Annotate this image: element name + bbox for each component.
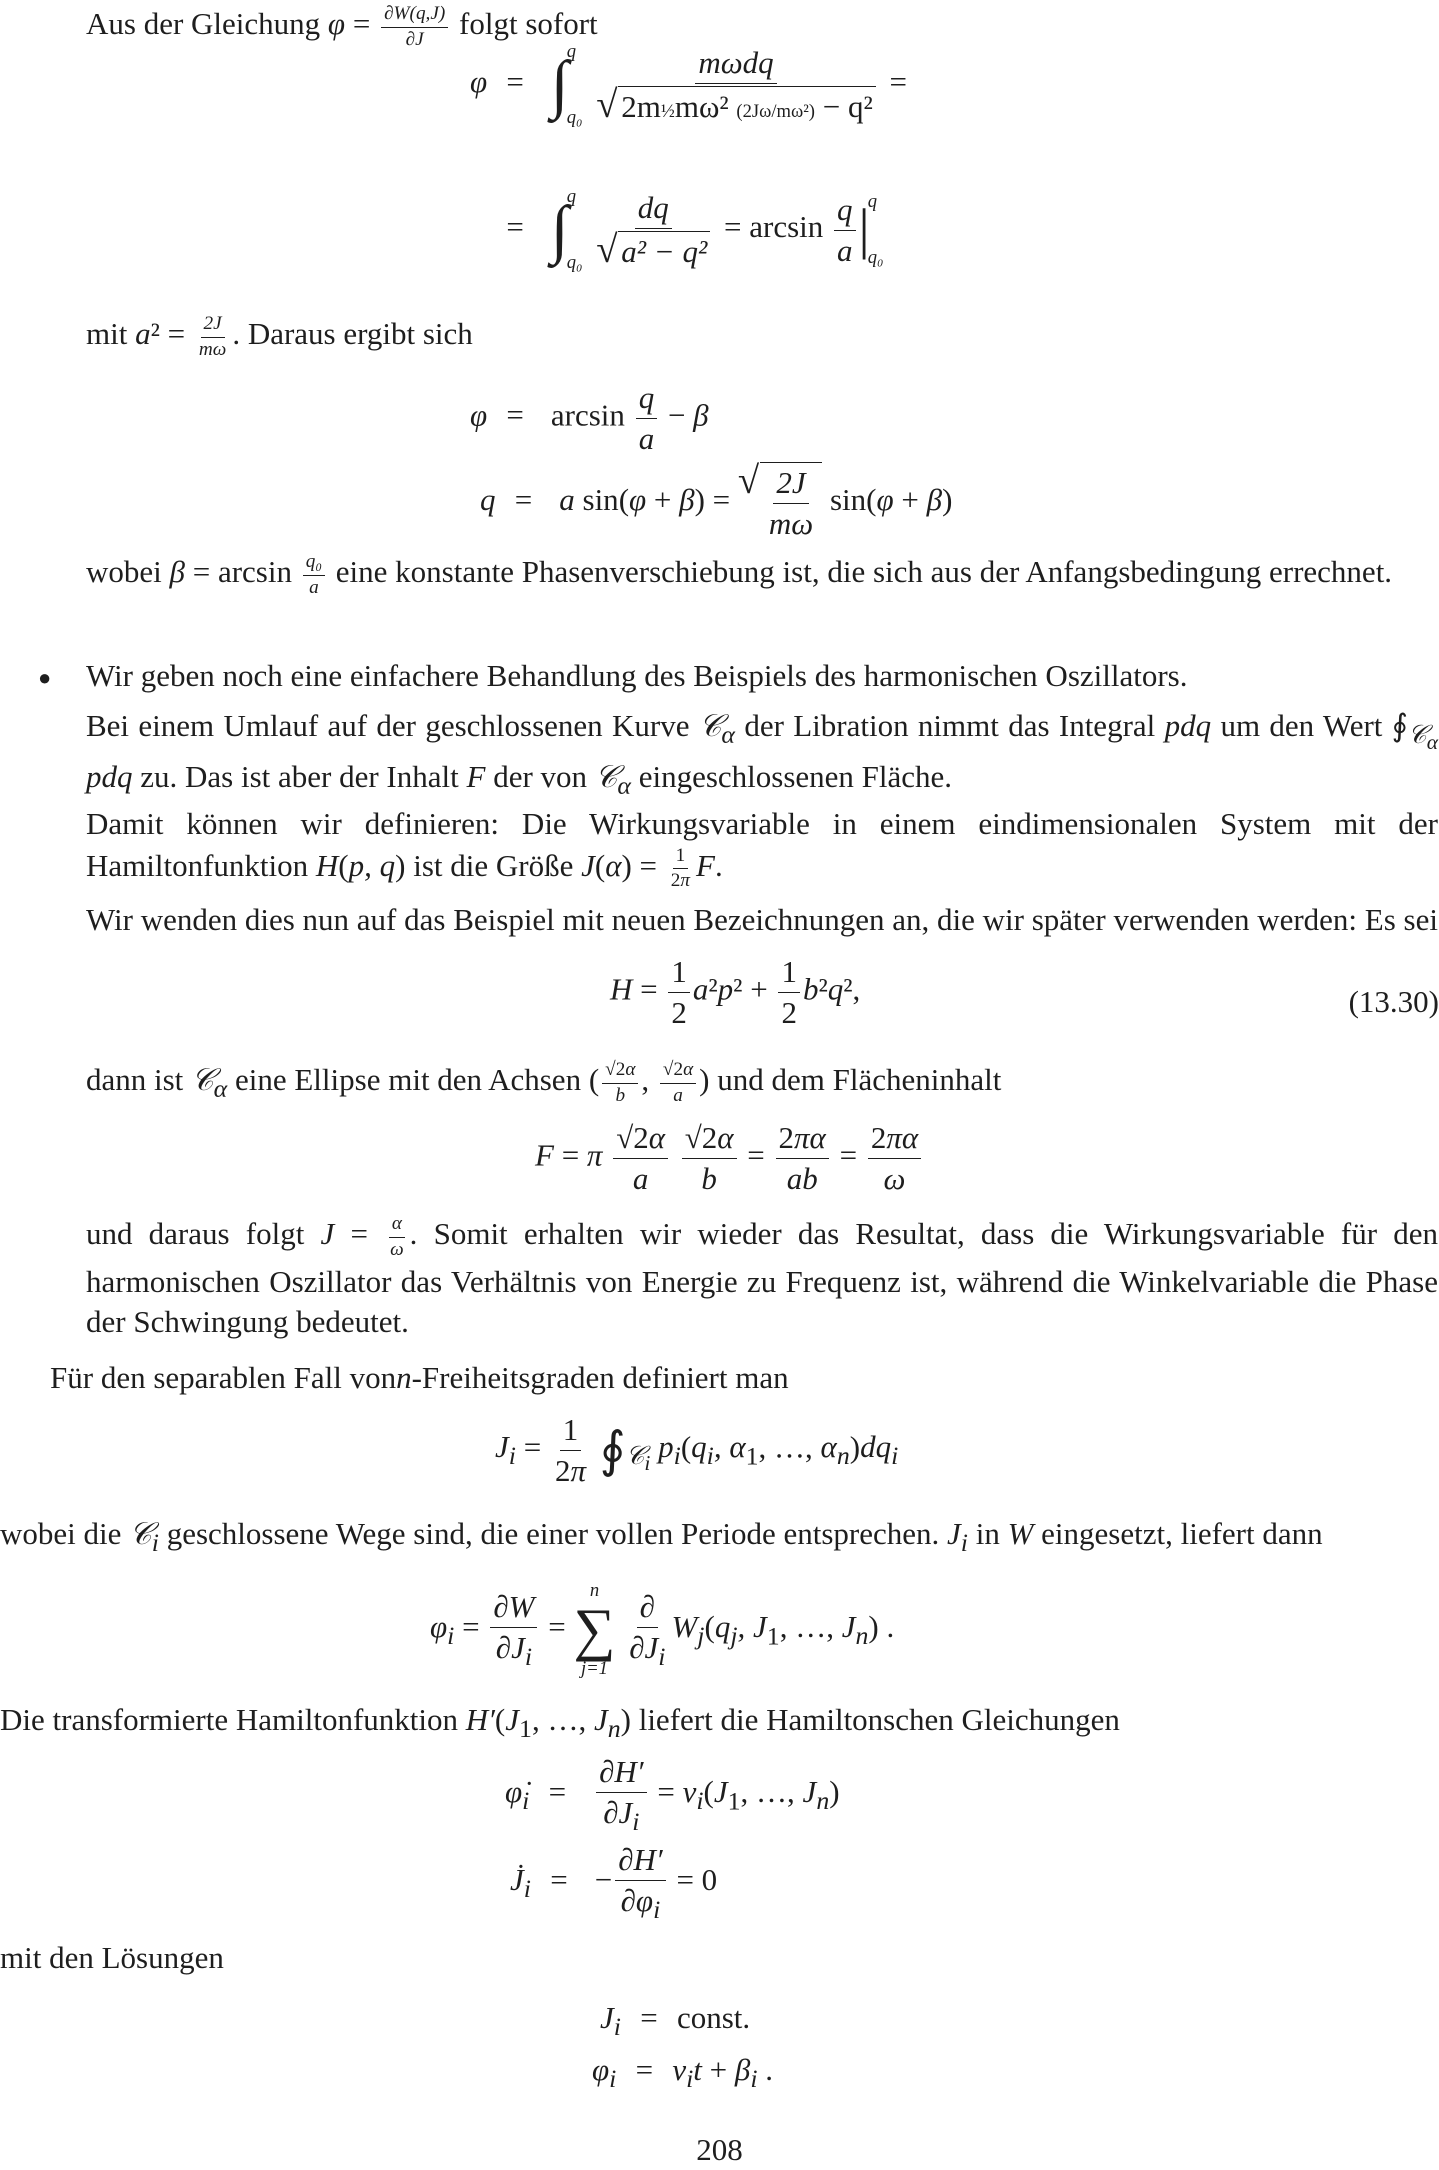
closed-paths-paragraph: wobei die 𝒞$_i$ geschlossene Wege sind, die einer vollen Periode entsprechen. $J_i$ in W eingesetzt, liefert dann [0, 1516, 1323, 1558]
intro-line: Aus der Gleichung φ = $\frac{\partial W(q,J)}{\partial J}$ folgt sofort [86, 2, 598, 52]
area-equation: F = π $\frac{√2\alpha}{a}$ $\frac{√2\alpha}{b}$ = $\frac{2\pi\alpha}{ab}$ = $\frac{2\pi\alpha}{\omega}$ [535, 1118, 924, 1198]
j-dot-equation: $J̇_i$ = − $\frac{\partial H'}{\partial\varphi_i}$ = 0 [510, 1842, 718, 1924]
libration-paragraph: Bei einem Umlauf auf der geschlossenen Kurve 𝒞$_\alpha$ der Libration nimmt das Integral pdq um den Wert $∮_{𝒞_\alpha}$ pdq zu. Das ist aber der Inhalt F der von 𝒞$_\alpha$ eingeschlossenen Fläche. [86, 708, 1439, 801]
definition-paragraph: Damit können wir definieren: Die Wirkungsvariable in einem eindimensionalen System mit der Hamiltonfunktion H(p, q) ist die Größe J(α) = $\frac{1}{2\pi}$ F. [86, 806, 1438, 892]
equation-number: (13.30) [1348, 984, 1439, 1019]
transformed-hamiltonian-line: Die transformierte Hamiltonfunktion $H'(J_1$, …, $J_n$) liefert die Hamiltonschen Gleichungen [0, 1702, 1120, 1744]
bullet-text: Wir geben noch eine einfachere Behandlung des Beispiels des harmonischen Oszillators. [86, 658, 1188, 693]
phi-integral-line-2: = ∫ q q₀ dq √ a² − q² = arcsin $\frac{q}{a}$ | q q₀ [470, 185, 883, 275]
example-paragraph: Wir wenden dies nun auf das Beispiel mit neuen Bezeichnungen an, die wir später verwenden werden: Es sei [86, 902, 1438, 937]
beta-definition-paragraph: wobei β = arcsin $\frac{\text{q₀}}{a}$ eine konstante Phasenverschiebung ist, die sich aus der Anfangsbedingung errechnet. [86, 551, 1393, 598]
ellipse-line: dann ist 𝒞$_\alpha$ eine Ellipse mit den Achsen ( $\frac{√2\alpha}{b}$ , $\frac{√2\alpha}{a}$ ) und dem Flächeninhalt [86, 1059, 1002, 1106]
hamiltonian-equation: H = $\frac{1}{2}$ a²p² + $\frac{1}{2}$ b²q², [610, 954, 861, 1030]
separable-line: Für den separablen Fall vonn-Freiheitsgraden definiert man [50, 1360, 789, 1395]
j-const-equation: $J_i$ = const. [600, 2000, 751, 2042]
phi-dot-equation: $\varphi̇_i$ = $\frac{\partial H'}{\partial J_i}$ = $\nu_i(J_1$, …, $J_n$) [505, 1754, 840, 1836]
q-solution-line: q = a sin(φ + β) = √ $\frac{2J}{m\omega}$ sin(φ + β) [480, 462, 952, 543]
action-variable-equation: $J_i$ = $\frac{1}{2\pi}$ $∮_{𝒞_i}$ $p_i(q_i$, $\alpha_1$, …, $\alpha_n)dq_i$ [495, 1412, 899, 1488]
dw-dj-fraction: $\frac{\partial W(q,J)}{\partial J}$ [381, 2, 448, 52]
page-number: 208 [696, 2132, 743, 2167]
phi-integral-line-1: φ = ∫ q q₀ mωdq √ 2m½mω² (2Jω/mω²) − q² = [470, 40, 907, 130]
solutions-line: mit den Lösungen [0, 1940, 224, 1975]
bullet-icon: ● [38, 665, 52, 690]
angle-variable-equation: $\varphi_i$ = $\frac{\partial W}{\partial J_i}$ = n ∑ j=1 $\frac{\partial}{\partial J_i}$ $W_j(q_j$, $J_1$, …, $J_n$) . [430, 1580, 895, 1679]
phi-arcsin-line: φ = arcsin $\frac{q}{a}$ − β [470, 380, 709, 456]
result-paragraph: und daraus folgt J = $\frac{\alpha}{\omega}$ . Somit erhalten wir wieder das Resultat, dass die Wirkungsvariable für den harmonischen Oszillator das Verhältnis von Energie zu Frequenz ist, während die Winkelvariable die Phase der Schwingung bedeutet. [86, 1213, 1439, 1339]
mit-a-line: mit a² = $\frac{2J}{m\omega}$ . Daraus ergibt sich [86, 313, 473, 360]
phi-linear-equation: $\varphi_i = \nu_it + \beta_i$ . [592, 2052, 774, 2094]
